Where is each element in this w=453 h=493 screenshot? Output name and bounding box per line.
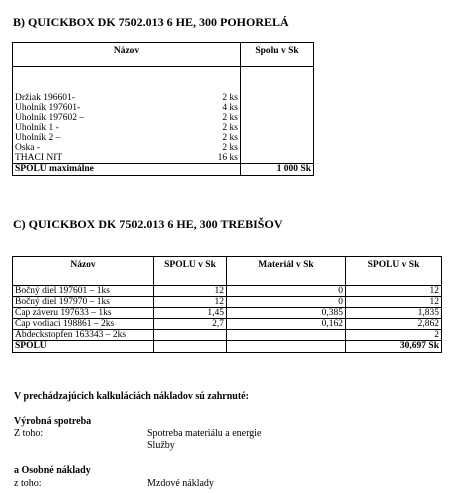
- group1-item: Spotreba materiálu a energie: [147, 428, 262, 439]
- section-c-total-value: 30,697 Sk: [346, 341, 442, 353]
- table-row: Abdeckstopfen 163343 – 2ks 2: [13, 330, 442, 341]
- list-item: Uholník 1 - 2 ks: [15, 122, 238, 133]
- section-c-table: [12, 256, 442, 353]
- group1-label: Z toho:: [14, 428, 44, 439]
- header-spolu: SPOLU v Sk: [154, 257, 227, 286]
- list-item: Uholník 2 – 2 ks: [15, 132, 238, 143]
- section-b-title: B) QUICKBOX DK 7502.013 6 HE, 300 POHORELÁ: [13, 15, 289, 29]
- header-name: Názov: [13, 43, 241, 67]
- list-item: Uholník 197602 – 2 ks: [15, 112, 238, 123]
- table-row: Bočný diel 197601 – 1ks 12 0 12: [13, 286, 442, 297]
- list-item: Držiak 196601- 2 ks: [15, 92, 238, 103]
- group1-title: Výrobná spotreba: [14, 416, 92, 427]
- header-material: Materiál v Sk: [227, 257, 346, 286]
- header-total: Spolu v Sk: [241, 43, 314, 67]
- list-item: Uholník 197601- 4 ks: [15, 102, 238, 113]
- list-item: Oska - 2 ks: [15, 142, 238, 153]
- section-b-items: [13, 93, 241, 164]
- table-row: Bočný diel 197970 – 1ks 12 0 12: [13, 297, 442, 308]
- notes-intro: V prechádzajúcich kalkuláciách nákladov sú zahrnuté:: [14, 391, 249, 402]
- section-b-total-label: SPOLU maximálne: [13, 163, 241, 175]
- table-row: Čap vodiaci 198861 – 2ks 2,7 0,162 2,862: [13, 319, 442, 330]
- group2-label: z toho:: [14, 478, 42, 489]
- table-row: Čap záveru 197633 – 1ks 1,45 0,385 1,835: [13, 308, 442, 319]
- header-spolu-total: SPOLU v Sk: [346, 257, 442, 286]
- group2-item: Mzdové náklady: [147, 478, 214, 489]
- header-name: Názov: [13, 257, 154, 286]
- section-b-total-value: 1 000 Sk: [241, 163, 314, 175]
- section-c-title: C) QUICKBOX DK 7502.013 6 HE, 300 TREBIŠOV: [13, 217, 283, 231]
- section-c-total-label: SPOLU: [13, 341, 154, 353]
- section-b-table: [12, 42, 314, 176]
- list-item: THACI NIT 16 ks: [15, 152, 238, 163]
- group2-title: a Osobné náklady: [14, 465, 91, 476]
- group1-item: Služby: [147, 440, 175, 451]
